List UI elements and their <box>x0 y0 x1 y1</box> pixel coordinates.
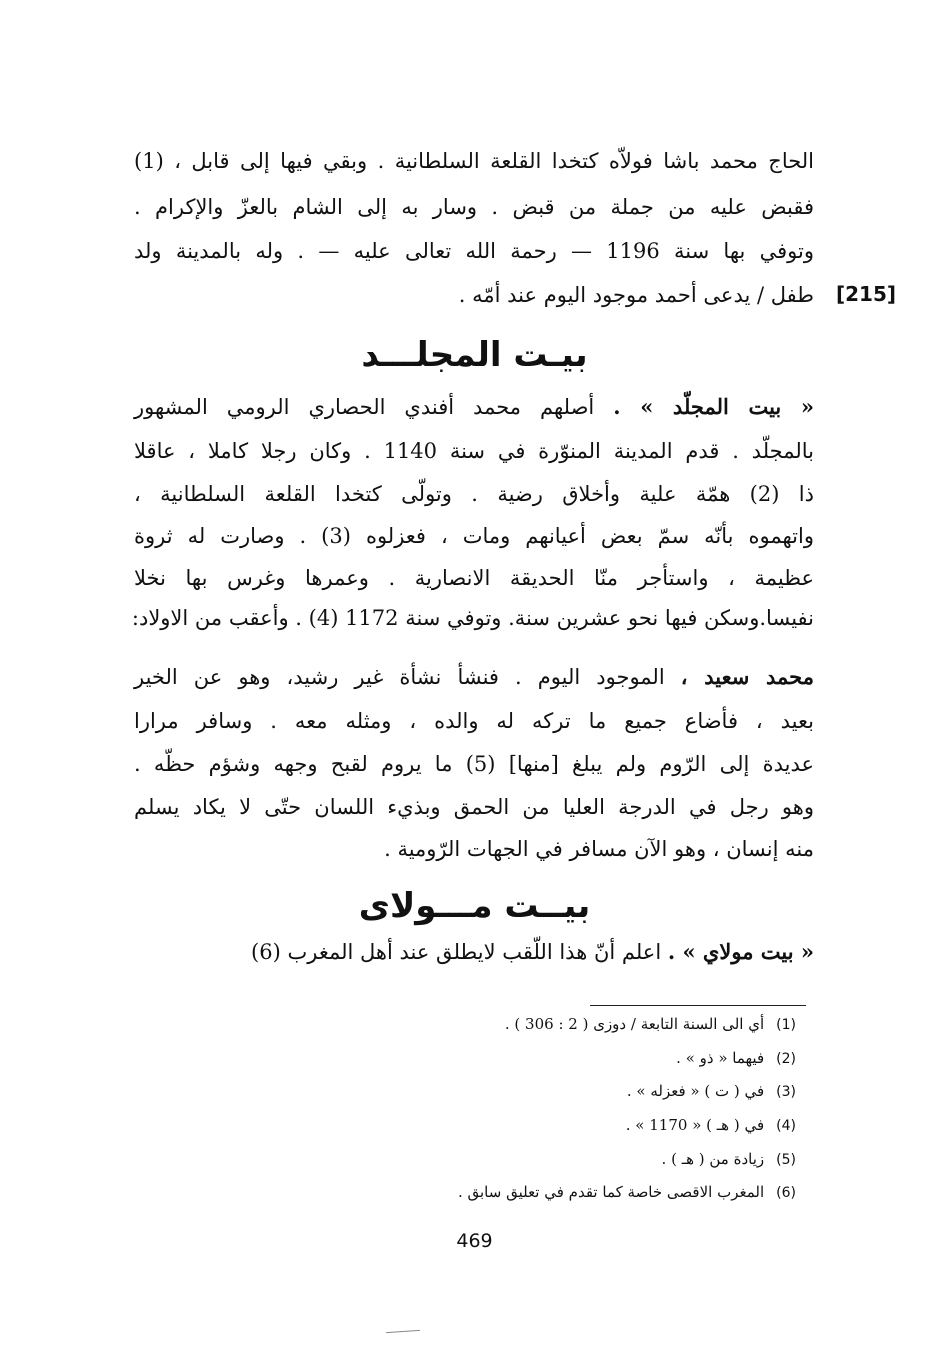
intro-line-4: طفل / يدعى أحمد موجود اليوم عند أمّه . <box>458 283 814 307</box>
page-number: 469 <box>456 1230 493 1252</box>
footnote-1 <box>505 1013 796 1037</box>
section1-line-6: نفيسا.وسكن فيها نحو عشرين سنة. وتوفي سنة 1172 (4) . وأعقب من الاولاد: <box>131 606 814 630</box>
section1-para2-line-4: وهو رجل في الدرجة العليا من الحمق وبذيء اللسان حتّى لا يكاد يسلم <box>134 795 814 819</box>
footnote-3 <box>627 1080 796 1104</box>
footnote-number: (1) <box>776 1017 796 1033</box>
section2-first-line-text: اعلم أنّ هذا اللّقب لايطلق عند أهل المغرب (6) <box>251 940 662 964</box>
intro-line-3: وتوفي بها سنة 1196 — رحمة الله تعالى عليه — . وله بالمدينة ولد <box>134 239 814 263</box>
footnote-text: المغرب الاقصى خاصة كما تقدم في تعليق سابق . <box>457 1183 765 1201</box>
section-heading-mawlay: بيــت مـــولاى <box>358 886 591 926</box>
section1-para2-line-5: منه إنسان ، وهو الآن مسافر في الجهات الرّومية . <box>384 837 814 861</box>
footnote-number: (3) <box>776 1084 796 1100</box>
section1-para2-lead-bold: محمد سعيد ، <box>680 664 814 689</box>
section1-para2-line-1 <box>134 662 814 692</box>
margin-page-reference: [215] <box>836 282 897 306</box>
intro-line-2: فقبض عليه من جملة من قبض . وسار به إلى الشام بالعزّ والإكرام . <box>134 195 814 219</box>
scan-mark <box>386 1330 420 1333</box>
section1-para2-first-line-text: الموجود اليوم . فنشأ نشأة غير رشيد، وهو عن الخير <box>134 665 665 689</box>
footnote-number: (4) <box>776 1118 796 1134</box>
intro-line-1: الحاج محمد باشا فولاّه كتخدا القلعة السلطانية . وبقي فيها إلى قابل ، (1) <box>134 149 814 173</box>
footnote-number: (5) <box>776 1152 796 1168</box>
section1-line-2: بالمجلّد . قدم المدينة المنوّرة في سنة 1140 . وكان رجلا كاملا ، عاقلا <box>134 439 814 463</box>
footnote-text: أي الى السنة التابعة / دوزى ( 2 : 306 ) . <box>504 1015 765 1033</box>
section1-line-4: واتهموه بأنّه سمّ بعض أعيانهم ومات ، فعزلوه (3) . وصارت له ثروة <box>134 524 814 548</box>
footnote-5 <box>662 1148 796 1172</box>
footnote-number: (2) <box>776 1051 796 1067</box>
footnote-4 <box>626 1114 796 1138</box>
footnote-text: في ( ت ) « فعزله » . <box>626 1082 765 1100</box>
footnote-separator <box>590 1005 806 1006</box>
footnote-text: في ( هـ ) « 1170 » . <box>625 1116 765 1134</box>
section1-first-line-text: أصلهم محمد أفندي الحصاري الرومي المشهور <box>134 395 595 419</box>
section1-line-3: ذا (2) همّة علية وأخلاق رضية . وتولّى كتخدا القلعة السلطانية ، <box>134 482 814 506</box>
footnote-text: زيادة من ( هـ ) . <box>661 1150 765 1168</box>
footnote-6 <box>458 1181 796 1205</box>
section-heading-al-mujallid: بيـت المجلـــد <box>361 335 588 375</box>
section1-line-5: عظيمة ، واستأجر منّا الحديقة الانصارية . وعمرها وغرس بها نخلا <box>134 566 814 590</box>
section1-para2-line-2: بعيد ، فأضاع جميع ما تركه له والده ، ومثله معه . وسافر مرارا <box>134 709 814 733</box>
section2-lead-bold: « بيت مولاي » . <box>667 939 814 964</box>
footnote-number: (6) <box>776 1185 796 1201</box>
section2-line-1 <box>134 937 814 967</box>
footnote-text: فيهما « ذو » . <box>676 1049 765 1067</box>
section1-lead-bold: « بيت المجلّد » . <box>613 394 814 419</box>
footnote-2 <box>676 1047 796 1071</box>
section1-para2-line-3: عديدة إلى الرّوم ولم يبلغ [منها] (5) ما يروم لقبح وجهه وشؤم حظّه . <box>134 752 814 776</box>
section1-line-1 <box>134 392 814 422</box>
